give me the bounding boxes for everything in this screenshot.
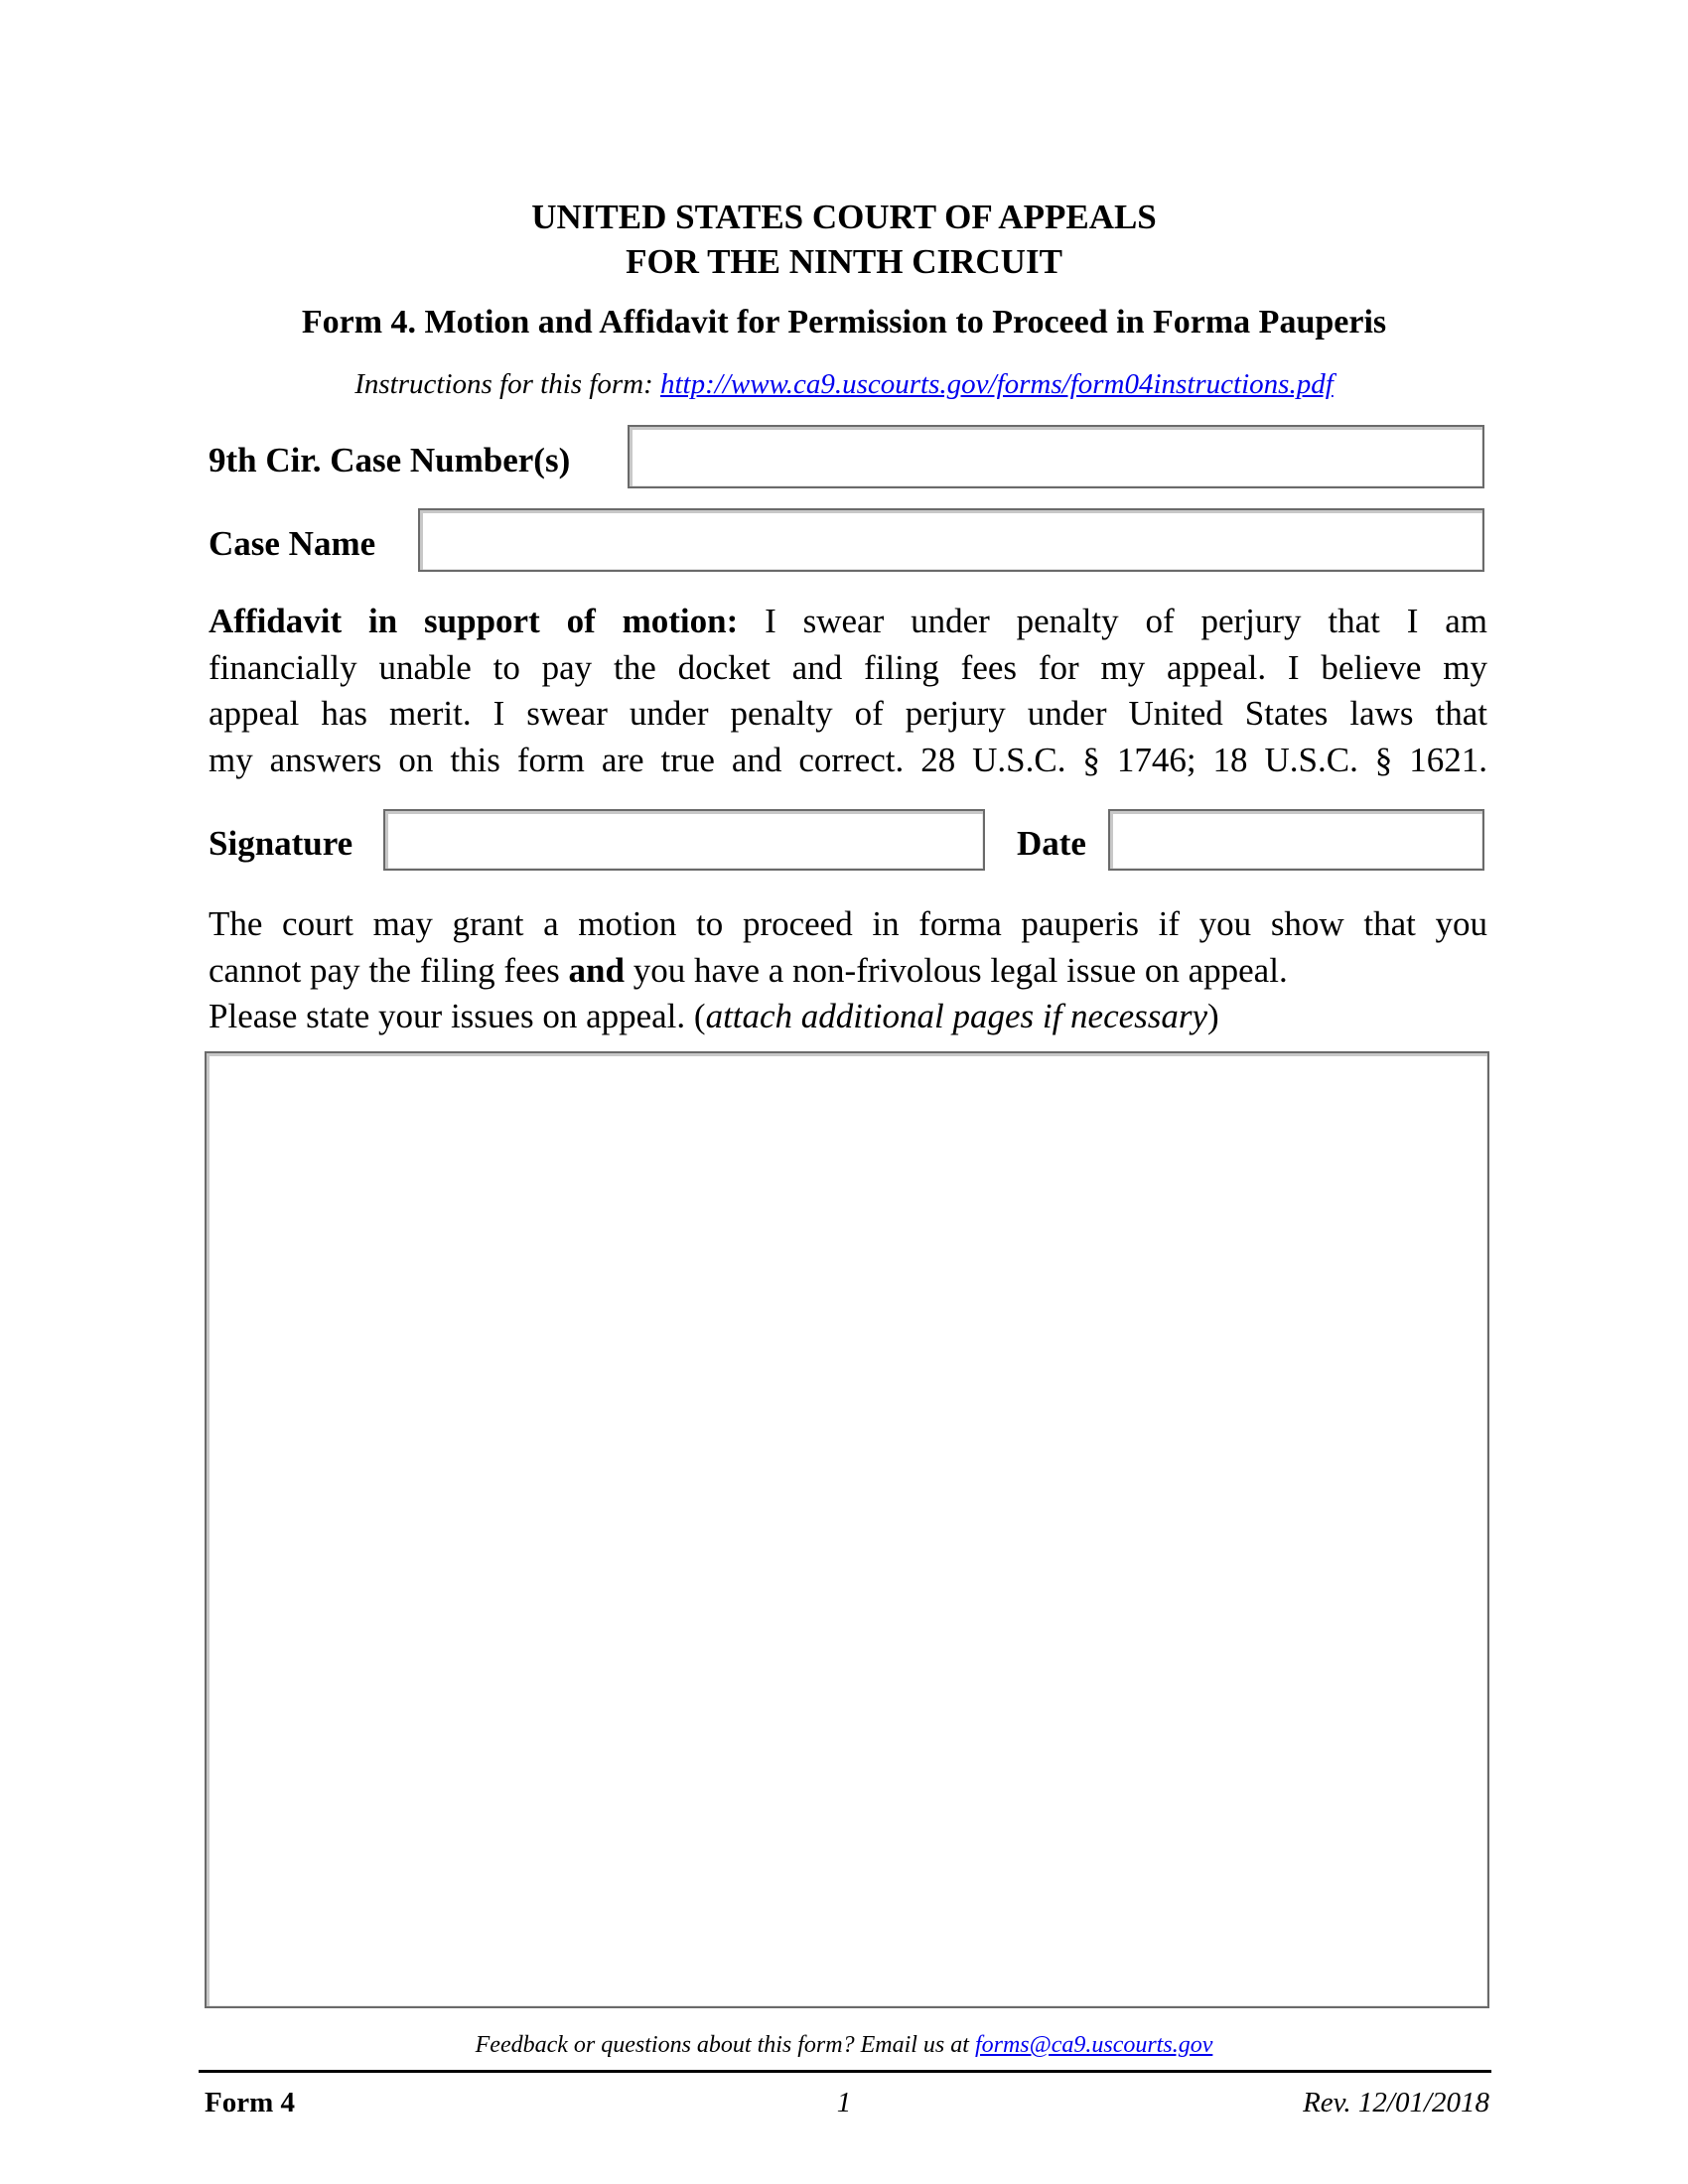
footer-page-number: 1 (836, 2087, 852, 2118)
feedback-email-link[interactable]: forms@ca9.uscourts.gov (974, 2032, 1213, 2058)
issues-line-1: The court may grant a motion to proceed in forma pauperis if you show that you (209, 904, 1487, 943)
issues-line3-italic: attach additional pages if necessary (705, 997, 1208, 1035)
date-field[interactable] (1108, 809, 1484, 871)
issues-line-3 (209, 994, 1219, 1040)
case-name-label: Case Name (209, 524, 376, 563)
issues-textarea[interactable] (205, 1051, 1489, 2008)
affidavit-line-2: financially unable to pay the docket and filing fees for my appeal. I believe my (209, 648, 1487, 687)
issues-line3-part1: Please state your issues on appeal. ( (209, 997, 706, 1035)
signature-field[interactable] (383, 809, 985, 871)
issues-line2-bold: and (568, 951, 625, 990)
court-name-line1: UNITED STATES COURT OF APPEALS (531, 198, 1157, 236)
affidavit-lead: Affidavit in support of motion: (209, 602, 739, 640)
affidavit-line-4: my answers on this form are true and correct. 28 U.S.C. § 1746; 18 U.S.C. § 1621. (209, 741, 1487, 779)
signature-label: Signature (209, 824, 353, 863)
issues-line-2 (209, 948, 1288, 995)
issues-line2-part1: cannot pay the filing fees (209, 951, 569, 990)
instructions-line (0, 365, 1688, 403)
case-number-field[interactable] (628, 425, 1484, 488)
issues-line2-part2: you have a non-frivolous legal issue on appeal. (624, 951, 1288, 990)
court-name-line2: FOR THE NINTH CIRCUIT (626, 242, 1062, 281)
issues-line3-part2: ) (1207, 997, 1219, 1035)
footer-revision: Rev. 12/01/2018 (1303, 2087, 1489, 2118)
case-number-label: 9th Cir. Case Number(s) (209, 441, 571, 479)
instructions-link[interactable]: http://www.ca9.uscourts.gov/forms/form04instructions.pdf (659, 368, 1334, 400)
feedback-line (0, 2029, 1688, 2061)
affidavit-line-3: appeal has merit. I swear under penalty of perjury under United States laws that (209, 694, 1487, 733)
instructions-prefix: Instructions for this form: (354, 368, 660, 400)
feedback-text: Feedback or questions about this form? Email us at (475, 2032, 975, 2058)
affidavit-line1-rest: I swear under penalty of perjury that I am (738, 602, 1487, 640)
affidavit-line-1 (209, 599, 1487, 645)
footer-divider (199, 2070, 1491, 2073)
date-label: Date (1017, 824, 1086, 863)
footer-form-number: Form 4 (205, 2087, 295, 2118)
form-title: Form 4. Motion and Affidavit for Permission to Proceed in Forma Pauperis (301, 304, 1387, 341)
case-name-field[interactable] (418, 508, 1484, 572)
